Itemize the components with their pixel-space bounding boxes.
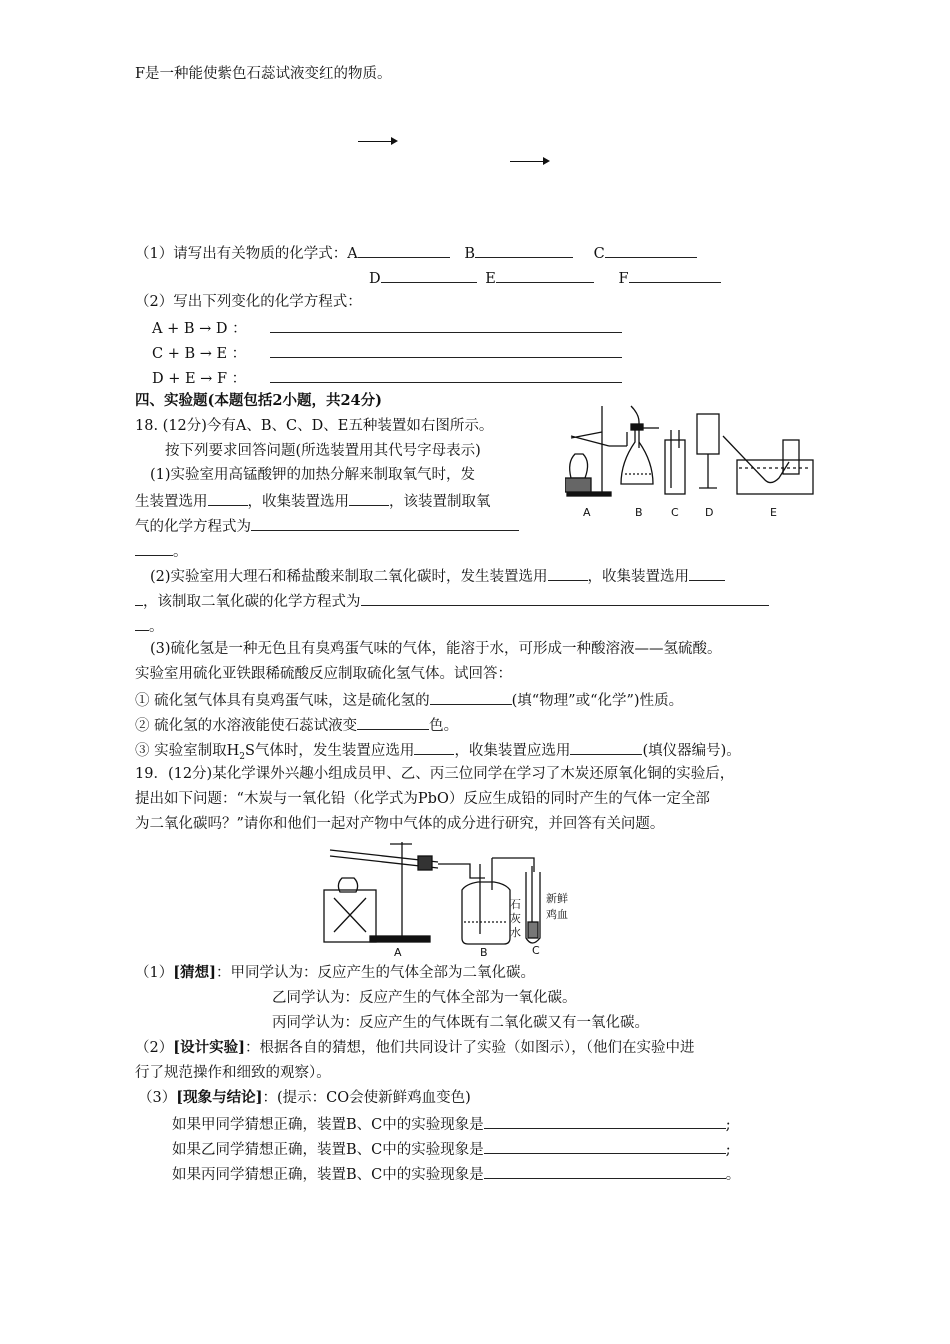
q18-p2-line1: [150, 565, 725, 587]
q18-sub1: [135, 689, 683, 711]
q18-p3-line2: 实验室用硫化亚铁跟稀硫酸反应制取硫化氢气体。试回答：: [135, 666, 512, 682]
label-b: B: [464, 246, 475, 262]
text: (填“物理”或“化学”)性质。: [511, 693, 684, 709]
equation-blank[interactable]: [135, 615, 149, 631]
intro-text: F是一种能使紫色石蕊试液变红的物质。: [135, 66, 392, 82]
q19-design-b: 行了规范操作和细致的观察）。: [135, 1065, 331, 1081]
q18-p2-line2: [135, 590, 769, 612]
q18-p1-line4: [135, 540, 188, 562]
answer-blank[interactable]: [349, 490, 389, 506]
answer-blank[interactable]: [689, 565, 725, 581]
fig-label-b: B: [635, 506, 643, 519]
answer-blank[interactable]: [208, 490, 248, 506]
q18-p3-line1: (3)硫化氢是一种无色且有臭鸡蛋气味的气体，能溶于水，可形成一种酸溶液——氢硫酸。: [150, 641, 722, 657]
q18-p1-line1: (1)实验室用高锰酸钾的加热分解来制取氧气时，发: [150, 467, 476, 483]
q19-conjecture-b: 乙同学认为：反应产生的气体全部为一氧化碳。: [272, 990, 577, 1006]
fig-label-a: A: [394, 946, 402, 959]
heating-apparatus: [324, 842, 485, 942]
equation-label: A + B → D ：: [152, 321, 247, 337]
fig-label-c: C: [532, 944, 540, 957]
equation-blank[interactable]: [270, 317, 622, 333]
answer-blank[interactable]: [496, 267, 594, 283]
answer-blank[interactable]: [570, 739, 642, 755]
text: ：甲同学认为：反应产生的气体全部为二氧化碳。: [215, 965, 535, 981]
text: 如果甲同学猜想正确，装置B、C中的实验现象是: [172, 1117, 484, 1133]
text: 。: [173, 544, 188, 560]
apparatus-figure-a-to-e: [565, 402, 815, 524]
blood-label: 新鲜: [546, 892, 568, 905]
apparatus-figure-a-b-c: [320, 838, 590, 960]
arrow-icon: [510, 161, 548, 162]
text: ② 硫化氢的水溶液能使石蕊试液变: [135, 718, 358, 734]
equation-blank[interactable]: [270, 342, 622, 358]
q18-instruction: 按下列要求回答问题(所选装置用其代号字母表示): [165, 443, 481, 459]
text: （3）: [138, 1090, 177, 1106]
q19-observation: [138, 1088, 471, 1108]
q17-part1: [135, 242, 697, 264]
limewater-label: 灰: [510, 912, 521, 925]
answer-blank[interactable]: [605, 242, 697, 258]
apparatus-e: [723, 436, 813, 494]
text: 。: [149, 619, 164, 635]
blood-test-tube: [526, 866, 540, 943]
subheading: [现象与结论]: [176, 1089, 263, 1106]
q18-sub2: [135, 714, 458, 736]
answer-blank[interactable]: [381, 267, 477, 283]
text: ① 硫化氢气体具有臭鸡蛋气味，这是硫化氢的: [135, 693, 430, 709]
q19-line3: 为二氧化碳吗？”请你和他们一起对产物中气体的成分进行研究，并回答有关问题。: [135, 816, 665, 832]
equation-blank[interactable]: [135, 540, 173, 556]
q19-conjecture: [135, 963, 535, 983]
arrow-icon: [358, 141, 396, 142]
text: ，收集装置应选用: [454, 743, 571, 759]
label-f: F: [618, 271, 629, 287]
q17-part1-row2: [369, 267, 721, 289]
q19-result-3: [172, 1163, 740, 1185]
fig-label-b: B: [480, 946, 488, 959]
answer-blank[interactable]: [629, 267, 721, 283]
text: ，收集装置选用: [247, 494, 349, 510]
equation-label: D + E → F ：: [152, 371, 247, 387]
q19-line2: 提出如下问题：“木炭与一氧化铅（化学式为PbO）反应生成铅的同时产生的气体一定全部: [135, 791, 710, 807]
fig-label-e: E: [770, 506, 777, 519]
text: S气体时，发生装置应选用: [245, 743, 415, 759]
q18-p1-line2: [135, 490, 491, 512]
text: (填仪器编号)。: [642, 743, 741, 759]
q19-conjecture-c: 丙同学认为：反应产生的气体既有二氧化碳又有一氧化碳。: [272, 1015, 649, 1031]
limewater-label: 水: [510, 926, 521, 939]
text: ;: [725, 1142, 731, 1158]
label-e: E: [485, 271, 496, 287]
equation-label: C + B → E ：: [152, 346, 247, 362]
text: 生装置选用: [135, 494, 208, 510]
text: （1）: [135, 965, 174, 981]
answer-blank[interactable]: [475, 242, 573, 258]
limewater-label: 石: [510, 898, 521, 911]
equation-row: [152, 317, 622, 339]
answer-blank[interactable]: [357, 714, 429, 730]
text: ③ 实验室制取H: [135, 743, 240, 759]
apparatus-d: [697, 414, 719, 488]
label-c: C: [593, 246, 605, 262]
answer-blank[interactable]: [484, 1163, 726, 1179]
limewater-bottle: [462, 858, 534, 944]
text: 。: [725, 1167, 741, 1183]
apparatus-c: [665, 430, 685, 494]
subheading: [猜想]: [173, 964, 216, 981]
fig-label-c: C: [671, 506, 679, 519]
q19-line1: 19．(12分)某化学课外兴趣小组成员甲、乙、丙三位同学在学习了木炭还原氧化铜的实验后，: [135, 766, 735, 782]
q18-head: 18. (12分)今有A、B、C、D、E五种装置如右图所示。: [135, 418, 494, 434]
fig-label-d: D: [705, 506, 714, 519]
answer-blank[interactable]: [430, 689, 512, 705]
q18-p1-line3: [135, 515, 519, 537]
text: ，收集装置选用: [587, 569, 690, 585]
answer-blank[interactable]: [358, 242, 450, 258]
equation-row: [152, 367, 622, 389]
text: (2)实验室用大理石和稀盐酸来制取二氧化碳时，发生装置选用: [150, 569, 548, 585]
apparatus-a: [565, 406, 627, 496]
answer-blank[interactable]: [484, 1113, 726, 1129]
q19-result-1: [172, 1113, 731, 1135]
blood-label: 鸡血: [546, 908, 568, 921]
subscript: 2: [239, 751, 245, 762]
answer-blank[interactable]: [484, 1138, 726, 1154]
text: ：(提示：CO会使新鲜鸡血变色): [262, 1090, 471, 1106]
text: 如果乙同学猜想正确，装置B、C中的实验现象是: [172, 1142, 484, 1158]
fig-label-a: A: [583, 506, 591, 519]
answer-blank[interactable]: [548, 565, 588, 581]
q18-sub3: [135, 739, 741, 767]
text: 如果丙同学猜想正确，装置B、C中的实验现象是: [172, 1167, 484, 1183]
q17-part1-label: （1）请写出有关物质的化学式：: [135, 246, 348, 262]
q19-result-2: [172, 1138, 731, 1160]
label-a: A: [347, 246, 358, 262]
answer-blank[interactable]: [135, 590, 143, 606]
text: ：根据各自的猜想，他们共同设计了实验（如图示），（他们在实验中进: [244, 1040, 695, 1056]
subheading: [设计实验]: [173, 1039, 245, 1056]
q19-design: [135, 1038, 694, 1058]
text: 气的化学方程式为: [135, 519, 251, 535]
text: ，该制取二氧化碳的化学方程式为: [143, 594, 361, 610]
label-d: D: [369, 271, 381, 287]
equation-row: [152, 342, 622, 364]
equation-blank[interactable]: [270, 367, 622, 383]
text: ;: [725, 1117, 731, 1133]
answer-blank[interactable]: [414, 739, 454, 755]
text: ，该装置制取氧: [389, 494, 491, 510]
section-heading: 四、实验题(本题包括2小题，共24分): [135, 392, 382, 409]
q18-p2-line3: [135, 615, 164, 637]
text: （2）: [135, 1040, 174, 1056]
q17-part2-label: （2）写出下列变化的化学方程式：: [135, 294, 362, 310]
equation-blank[interactable]: [361, 590, 769, 606]
equation-blank[interactable]: [251, 515, 519, 531]
text: 色。: [429, 718, 459, 734]
